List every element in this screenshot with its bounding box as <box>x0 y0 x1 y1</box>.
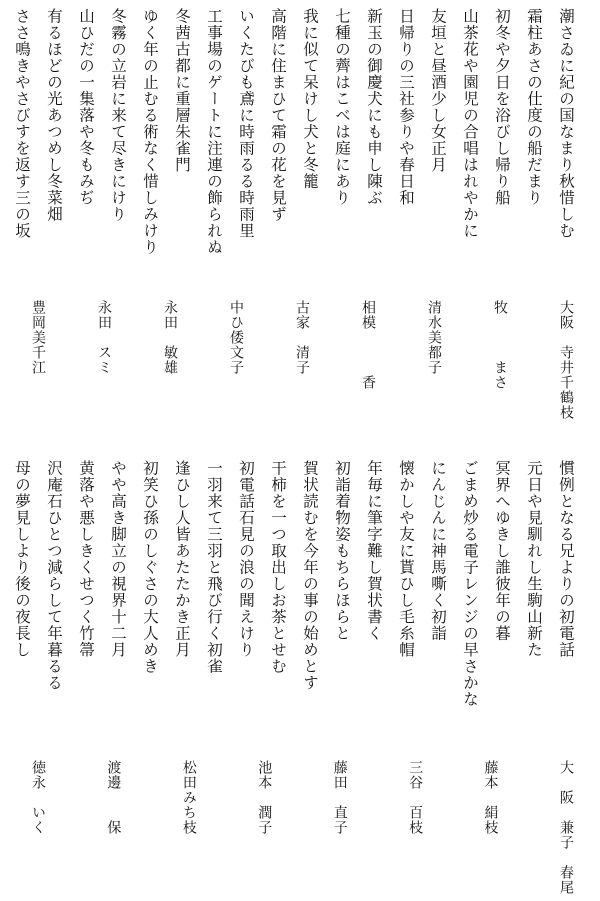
haiku-line: 初冬や夕日を浴びし帰り船 <box>493 8 511 206</box>
haiku-line: にんじんに神馬嘶く初詣 <box>429 460 447 642</box>
author-name: 古家 清子 <box>294 300 310 375</box>
haiku-line: 干柿を一つ取出しお茶とせむ <box>269 460 287 675</box>
haiku-line: 初電話石見の浪の聞えけり <box>237 460 255 658</box>
haiku-line: 工事場のゲートに注連の飾られぬ <box>205 8 223 256</box>
haiku-line: 沢庵石ひとつ減らして年暮るる <box>45 460 63 691</box>
haiku-line: ゆく年の止むる術なく惜しみけり <box>141 8 159 256</box>
haiku-line: 賀状読むを今年の事の始めとす <box>301 460 319 691</box>
author-name: 清水美都子 <box>426 300 442 375</box>
haiku-line: 初笑ひ孫のしぐさの大人めき <box>141 460 159 675</box>
haiku-line: 冬霧の立岩に来て尽きにけり <box>109 8 127 223</box>
author-name: 永田 敏雄 <box>162 300 178 375</box>
haiku-line: ささ鳴きやさびすを返す三の坂 <box>13 8 31 239</box>
haiku-line: 新玉の御慶犬にも申し陳ぶ <box>365 8 383 206</box>
haiku-line: 黄落や悪しきくせつく竹箒 <box>77 460 95 658</box>
author-name: 渡邊 保 <box>105 760 122 835</box>
author-name: 豊岡美千江 <box>30 300 46 375</box>
haiku-line: 逢ひし人皆あたたかき正月 <box>173 460 191 658</box>
author-name: 三谷 百枝 <box>407 760 424 835</box>
haiku-line: 初詣着物姿もちらほらと <box>333 460 351 642</box>
author-name: 永田 スミ <box>96 300 112 375</box>
haiku-line: 有るほどの光あつめし冬菜畑 <box>45 8 63 223</box>
haiku-line: やや高き脚立の視界十二月 <box>109 460 127 658</box>
haiku-line: 我に似て呆けし犬と冬籠 <box>301 8 319 190</box>
author-name: 牧 まさ <box>492 300 508 390</box>
haiku-line: 元日や見馴れし生駒山新た <box>525 460 543 658</box>
haiku-line: 懐かしや友に貰ひし毛糸帽 <box>397 460 415 658</box>
author-name: 藤本 絹枝 <box>482 760 499 835</box>
haiku-line: 慣例となる兄よりの初電話 <box>557 460 575 658</box>
author-name: 相模 香 <box>360 300 376 390</box>
bottom-authors-row <box>22 760 582 895</box>
author-name: 大 阪 兼子 春尾 <box>557 760 574 895</box>
haiku-line: 友垣と昼酒少し女正月 <box>429 8 447 173</box>
haiku-line: 山茶花や園児の合唱はれやかに <box>461 8 479 239</box>
author-name: 大阪 寺井千鶴枝 <box>558 300 574 420</box>
author-name: 中ひ倭文子 <box>228 300 244 375</box>
haiku-line: 一羽来て三羽と飛び行く初雀 <box>205 460 223 675</box>
haiku-line: いくたびも鳶に時雨るる時雨里 <box>237 8 255 239</box>
author-name: 松田みち枝 <box>180 760 197 835</box>
author-name: 藤田 直子 <box>331 760 348 835</box>
haiku-line: 高階に住まひて霜の花を見ず <box>269 8 287 223</box>
author-name: 徳永 いく <box>30 760 46 835</box>
haiku-line: ごまめ炒る電子レンジの早さかな <box>461 460 479 708</box>
haiku-line: 潮さゐに紀の国なまり秋惜しむ <box>557 8 575 239</box>
haiku-line: 七種の薺はこべは庭にあり <box>333 8 351 206</box>
haiku-line: 冥界へゆきし誰彼年の暮 <box>493 460 511 642</box>
haiku-line: 山ひだの一集落や冬もみぢ <box>77 8 95 206</box>
haiku-line: 日帰りの三社参りや春日和 <box>397 8 415 206</box>
haiku-line: 母の夢見しより後の夜長し <box>13 460 31 658</box>
haiku-line: 冬茜古都に重層朱雀門 <box>173 8 191 173</box>
top-authors-row <box>22 300 582 440</box>
haiku-line: 霜柱あさの仕度の船だまり <box>525 8 543 206</box>
haiku-line: 年毎に筆字難し賀状書く <box>365 460 383 642</box>
author-name: 池本 潤子 <box>256 760 273 835</box>
